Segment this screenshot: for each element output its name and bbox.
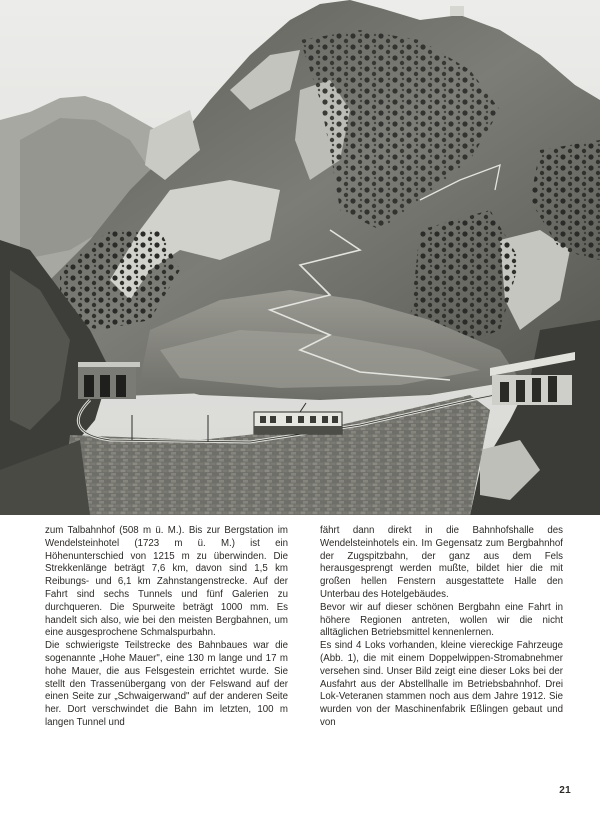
paragraph: Die schwierigste Teilstrecke des Bahnbaues war die sogenannte „Hohe Mauer", eine 130 m lange und 17 m hohe Mauer, die aus Felsgestein errichtet wurde. Sie stellt den Trassenübergang von der Felswand auf der einen Seite zur „Schwaigerwand" auf der anderen Seite her. Dort verschwindet die Bahn im letzten, 100 m langen Tunnel und (45, 640, 288, 728)
paragraph: Bevor wir auf dieser schönen Bergbahn eine Fahrt in höhere Regionen antreten, wollen wir die nicht alltäglichen Betriebsmittel kennenlernen. (320, 601, 563, 639)
page-number: 21 (559, 785, 571, 796)
article-text (45, 525, 563, 795)
text-column-left (45, 525, 288, 730)
paragraph: zum Talbahnhof (508 m ü. M.). Bis zur Bergstation im Wendelsteinhotel (1723 m ü. M.) ist ein Höhenunterschied von 1215 m zu überwinden. Die Strekkenlänge beträgt 7,6 km, davon sind 1,5 km Reibungs- und 6,1 km Zahnstangenstrecke. Auf der Fahrt sind sechs Tunnels und fünf Galerien zu durchqueren. Die Spurweite beträgt 1000 mm. Es handelt sich also, wie bei den meisten Bergbahnen, um eine ausgesprochene Schmalspurbahn. (45, 525, 288, 639)
paragraph: fährt dann direkt in die Bahnhofshalle des Wendelsteinhotels ein. Im Gegensatz zum Bergbahnhof der Zugspitzbahn, der ganz aus dem Fels herausgesprengt werden mußte, bildet hier die mit großen hellen Fenstern ausgestattete Halle den Unterbau des Hotelgebäudes. (320, 525, 563, 600)
text-column-right (320, 525, 563, 730)
paragraph: Es sind 4 Loks vorhanden, kleine viereckige Fahrzeuge (Abb. 1), die mit einem Doppelwippen-Stromabnehmer versehen sind. Unser Bild zeigt eine dieser Loks bei der Ausfahrt aus der Abstellhalle im Betriebsbahnhof. Drei Lok-Veteranen stammen noch aus dem Jahre 1912. Sie wurden von der Maschinenfabrik Eßlingen gebaut und von (320, 640, 563, 728)
